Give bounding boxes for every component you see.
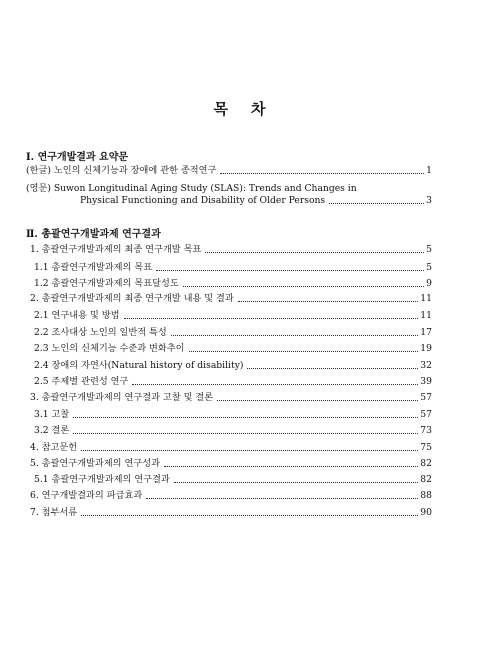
toc-entry-page: 88: [420, 490, 432, 501]
toc-entry-page: 11: [420, 310, 432, 321]
leader-dots: [329, 203, 424, 204]
toc-entry[interactable]: [34, 328, 432, 337]
toc-entry-page: 9: [426, 278, 432, 289]
toc-entry[interactable]: [30, 459, 432, 468]
toc-entry-label: 5.1 총괄연구개발과제의 연구결과: [34, 474, 170, 485]
section-2-heading: Ⅱ. 총괄연구개발과제 연구결과: [26, 229, 161, 240]
leader-dots: [81, 450, 418, 451]
leader-dots: [247, 368, 418, 369]
toc-entry-page: 57: [420, 392, 432, 403]
toc-entry-label: 1. 총괄연구개발과제의 최종 연구개발 목표: [30, 244, 202, 255]
toc-entry-page: 90: [420, 507, 432, 518]
toc-entry-page: 82: [420, 474, 432, 485]
toc-entry-label: 3.2 결론: [34, 425, 70, 436]
toc-entry-page: 82: [420, 458, 432, 469]
toc-entry[interactable]: [34, 311, 432, 320]
toc-entry-label: 2.1 연구내용 및 방법: [34, 310, 120, 321]
leader-dots: [171, 335, 419, 336]
toc-entry-label: 1.1 총괄연구개발과제의 목표: [34, 262, 153, 273]
toc-entry-label: Physical Functioning and Disability of Older Persons: [80, 195, 326, 206]
leader-dots: [189, 351, 419, 352]
toc-entry-label: 3.1 고찰: [34, 409, 70, 420]
leader-dots: [146, 498, 418, 499]
toc-entry-label: 2.4 장애의 자연사(Natural history of disability): [34, 360, 244, 371]
toc-entry-page: 3: [426, 195, 432, 206]
toc-entry-page: 5: [426, 244, 432, 255]
toc-entry-label: (한글) 노인의 신체기능과 장애에 관한 종적연구: [26, 165, 217, 176]
toc-entry-page: 17: [420, 327, 432, 338]
toc-entry[interactable]: [34, 361, 432, 370]
toc-entry[interactable]: [34, 279, 432, 288]
toc-entry-page: 73: [420, 425, 432, 436]
toc-entry-label: 4. 참고문헌: [30, 442, 78, 453]
toc-entry-page: 32: [420, 360, 432, 371]
leader-dots: [174, 482, 418, 483]
toc-entry-page: 39: [420, 376, 432, 387]
toc-entry[interactable]: [30, 491, 432, 500]
toc-entry[interactable]: [34, 344, 432, 353]
leader-dots: [205, 252, 424, 253]
title-char-2: 차: [251, 100, 267, 118]
toc-entry-label: 3. 총괄연구개발과제의 연구결과 고찰 및 결론: [30, 392, 214, 403]
toc-entry[interactable]: [80, 196, 432, 205]
toc-entry-page: 19: [420, 343, 432, 354]
leader-dots: [73, 417, 418, 418]
toc-entry[interactable]: [34, 263, 432, 272]
leader-dots: [81, 515, 418, 516]
leader-dots: [73, 433, 418, 434]
page-title: [0, 98, 480, 119]
leader-dots: [156, 270, 424, 271]
toc-entry-page: 57: [420, 409, 432, 420]
toc-entry[interactable]: [30, 245, 432, 254]
section-1-heading: Ⅰ. 연구개발결과 요약문: [26, 152, 129, 163]
toc-entry-page: 1: [426, 165, 432, 176]
title-char-1: 목: [213, 100, 229, 118]
toc-entry-page: 11: [420, 293, 432, 304]
toc-entry-label: 6. 연구개발결과의 파급효과: [30, 490, 143, 501]
toc-entry[interactable]: [34, 410, 432, 419]
toc-entry-page: 75: [420, 442, 432, 453]
toc-entry-label: 2.3 노인의 신체기능 수준과 변화추이: [34, 343, 185, 354]
toc-entry-label: 1.2 총괄연구개발과제의 목표달성도: [34, 278, 179, 289]
toc-entry-label: 2.5 주제별 관련성 연구: [34, 376, 129, 387]
toc-entry[interactable]: [30, 393, 432, 402]
leader-dots: [238, 301, 419, 302]
toc-entry[interactable]: [30, 508, 432, 517]
toc-entry[interactable]: [30, 294, 432, 303]
toc-entry-label: 2.2 조사대상 노인의 일반적 특성: [34, 327, 167, 338]
leader-dots: [183, 286, 424, 287]
toc-entry[interactable]: [34, 426, 432, 435]
toc-entry-label: 2. 총괄연구개발과제의 최종 연구개발 내용 및 결과: [30, 293, 234, 304]
leader-dots: [220, 173, 424, 174]
toc-entry[interactable]: [26, 166, 432, 175]
leader-dots: [132, 384, 418, 385]
toc-entry-page: 5: [426, 262, 432, 273]
toc-entry-label[interactable]: (영문) Suwon Longitudinal Aging Study (SLAS): Trends and Changes in: [26, 183, 357, 194]
toc-entry-label: 5. 총괄연구개발과제의 연구성과: [30, 458, 160, 469]
toc-entry[interactable]: [34, 475, 432, 484]
leader-dots: [164, 466, 418, 467]
toc-entry[interactable]: [34, 377, 432, 386]
toc-entry[interactable]: [30, 443, 432, 452]
leader-dots: [124, 318, 419, 319]
leader-dots: [217, 400, 418, 401]
toc-entry-label: 7. 첨부서류: [30, 507, 78, 518]
